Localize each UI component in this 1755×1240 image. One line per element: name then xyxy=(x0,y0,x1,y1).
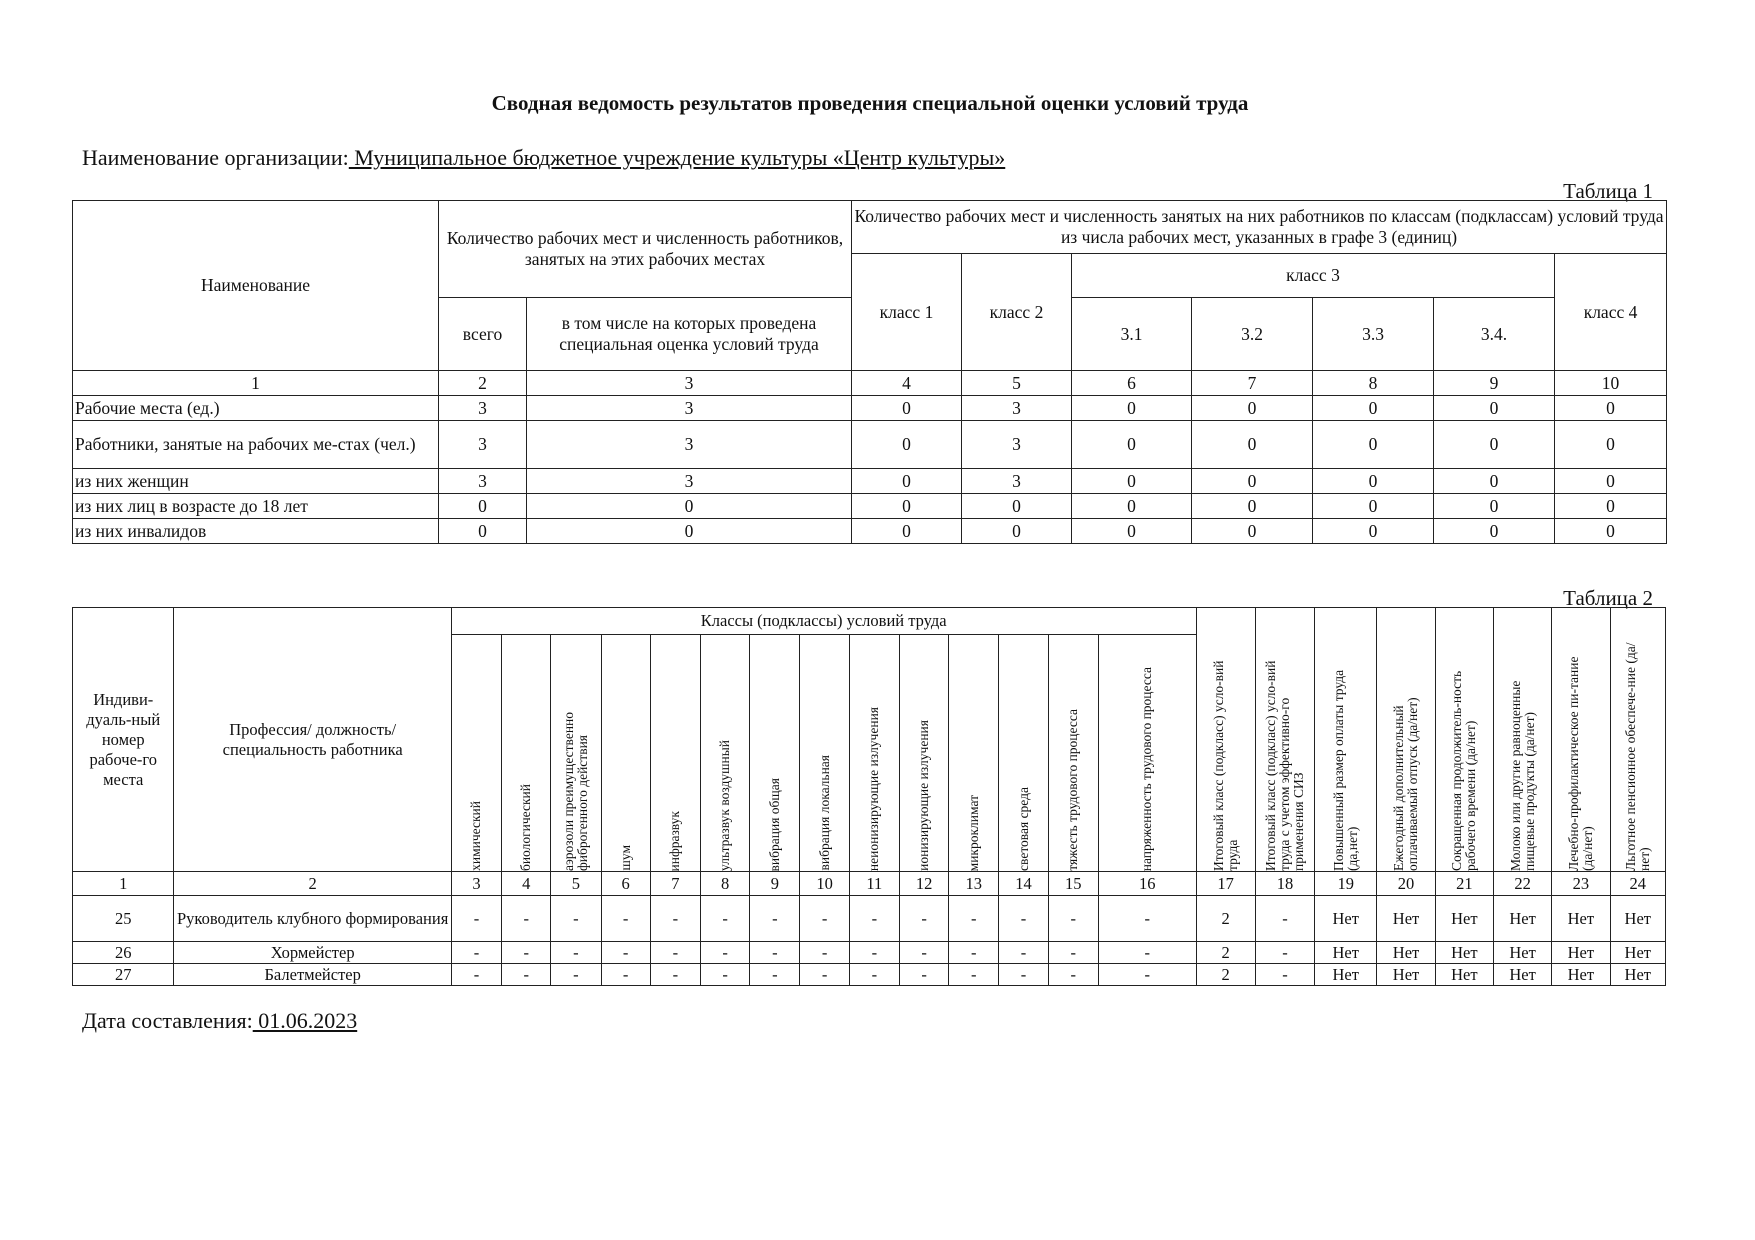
date-label: Дата составления: xyxy=(82,1008,253,1033)
table-cell: 2 xyxy=(1196,942,1255,964)
table-row xyxy=(73,494,1667,519)
table-cell: 3 xyxy=(439,469,527,494)
header-factor xyxy=(849,635,899,872)
header-extra-label: Повышенный размер оплаты труда (да,нет) xyxy=(1330,669,1360,871)
column-number: 10 xyxy=(800,872,849,896)
column-number: 11 xyxy=(849,872,899,896)
table-cell: 0 xyxy=(527,519,852,544)
table-cell: 0 xyxy=(1434,421,1555,469)
table-cell: 0 xyxy=(1072,519,1192,544)
table-cell: - xyxy=(849,896,899,942)
workplace-id: 25 xyxy=(73,896,174,942)
header-factor-label: неионизирующие излучения xyxy=(866,706,882,871)
table-cell: - xyxy=(502,896,551,942)
table-cell: 0 xyxy=(852,519,962,544)
table-cell: - xyxy=(502,964,551,986)
row-label: из них инвалидов xyxy=(73,519,439,544)
header-extra-label: Молоко или другие равноценные пищевые продукты (да/нет) xyxy=(1507,680,1537,871)
header-factor-label: биологический xyxy=(518,783,534,871)
table-cell: - xyxy=(551,942,601,964)
table-cell: - xyxy=(1098,964,1196,986)
table-cell: - xyxy=(1255,964,1314,986)
organization-label: Наименование организации: xyxy=(82,145,349,170)
table-cell: - xyxy=(1048,964,1098,986)
table-cell: 0 xyxy=(1192,396,1313,421)
row-label: из них женщин xyxy=(73,469,439,494)
table-cell: 0 xyxy=(1192,519,1313,544)
header-extra xyxy=(1493,608,1551,872)
table-cell: 0 xyxy=(1192,494,1313,519)
table-cell: - xyxy=(999,942,1048,964)
table-cell: 0 xyxy=(1313,396,1434,421)
column-number: 12 xyxy=(899,872,948,896)
header-factor xyxy=(650,635,700,872)
column-number: 2 xyxy=(174,872,451,896)
table-cell: 0 xyxy=(852,469,962,494)
table-cell: 0 xyxy=(1313,494,1434,519)
table1-caption: Таблица 1 xyxy=(1563,179,1653,203)
header-factor-label: микроклимат xyxy=(965,794,981,871)
summary-table xyxy=(72,200,1667,544)
table-cell: 0 xyxy=(1555,396,1667,421)
table-cell: 0 xyxy=(1434,519,1555,544)
header-extra-label: Итоговый класс (подкласс) усло-вий труда xyxy=(1210,659,1240,871)
table-cell: 0 xyxy=(1313,519,1434,544)
column-number-row xyxy=(73,371,1667,396)
table-cell: Нет xyxy=(1493,942,1551,964)
table-cell: 0 xyxy=(1072,396,1192,421)
table-cell: - xyxy=(502,942,551,964)
column-number: 9 xyxy=(1434,371,1555,396)
header-factor xyxy=(502,635,551,872)
table-row xyxy=(73,421,1667,469)
table-cell: - xyxy=(899,964,948,986)
table-cell: - xyxy=(650,896,700,942)
table-cell: 3 xyxy=(962,469,1072,494)
table-cell: Нет xyxy=(1435,964,1493,986)
table-cell: Нет xyxy=(1435,942,1493,964)
header-extra-label: Сокращенная продолжитель-ность рабочего времени (да/нет) xyxy=(1449,670,1479,871)
table-cell: 3 xyxy=(962,396,1072,421)
table-cell: Нет xyxy=(1552,942,1610,964)
column-number: 18 xyxy=(1255,872,1314,896)
table-cell: - xyxy=(1098,896,1196,942)
table-cell: Нет xyxy=(1315,964,1377,986)
table-cell: - xyxy=(899,942,948,964)
header-sub-3-4: 3.4. xyxy=(1434,298,1555,371)
table-cell: Нет xyxy=(1315,942,1377,964)
header-factor xyxy=(800,635,849,872)
table-cell: 0 xyxy=(1192,421,1313,469)
profession-name: Балетмейстер xyxy=(174,964,451,986)
table-cell: 0 xyxy=(1555,519,1667,544)
column-number: 7 xyxy=(1192,371,1313,396)
table-row xyxy=(73,896,1666,942)
date-value: 01.06.2023 xyxy=(252,1008,358,1033)
table-cell: - xyxy=(650,942,700,964)
column-number: 4 xyxy=(852,371,962,396)
table-cell: - xyxy=(601,896,650,942)
header-factor-label: ультразвук воздушный xyxy=(717,740,733,871)
table-cell: - xyxy=(551,964,601,986)
table-cell: Нет xyxy=(1610,942,1665,964)
table-row xyxy=(73,964,1666,986)
table-cell: 0 xyxy=(852,421,962,469)
table-cell: 0 xyxy=(439,519,527,544)
header-factor xyxy=(1048,635,1098,872)
header-class2: класс 2 xyxy=(962,254,1072,371)
header-factor xyxy=(551,635,601,872)
table-cell: - xyxy=(1048,942,1098,964)
header-factor-label: инфразвук xyxy=(667,810,683,871)
table-cell: - xyxy=(1048,896,1098,942)
header-classes: Количество рабочих мест и численность занятых на них работников по классам (подклассам) условий труда из числа рабочих мест, указанных в графе 3 (единиц) xyxy=(852,201,1667,254)
table-cell: 3 xyxy=(439,421,527,469)
header-factor xyxy=(701,635,750,872)
table-cell: Нет xyxy=(1377,942,1435,964)
column-number: 9 xyxy=(750,872,800,896)
document-title: Сводная ведомость результатов проведения специальной оценки условий труда xyxy=(491,91,1249,115)
table-cell: 3 xyxy=(527,396,852,421)
header-sub-3-2: 3.2 xyxy=(1192,298,1313,371)
table-cell: 0 xyxy=(1313,469,1434,494)
header-class4: класс 4 xyxy=(1555,254,1667,371)
table-cell: Нет xyxy=(1552,964,1610,986)
header-factor xyxy=(601,635,650,872)
column-number: 5 xyxy=(962,371,1072,396)
column-number: 20 xyxy=(1377,872,1435,896)
table-cell: - xyxy=(800,942,849,964)
table-row xyxy=(73,942,1666,964)
column-number: 19 xyxy=(1315,872,1377,896)
header-factor-label: ионизирующие излучения xyxy=(916,720,932,871)
row-label: из них лиц в возрасте до 18 лет xyxy=(73,494,439,519)
table-cell: Нет xyxy=(1493,964,1551,986)
row-label: Рабочие места (ед.) xyxy=(73,396,439,421)
table-cell: - xyxy=(849,964,899,986)
column-number: 1 xyxy=(73,371,439,396)
table-row xyxy=(73,469,1667,494)
header-factor xyxy=(899,635,948,872)
workplace-table xyxy=(72,607,1666,986)
header-factor xyxy=(949,635,999,872)
table-cell: 2 xyxy=(1196,896,1255,942)
table-cell: - xyxy=(750,942,800,964)
table-cell: 0 xyxy=(439,494,527,519)
header-extra xyxy=(1610,608,1665,872)
header-workplace-count: Количество рабочих мест и численность работников, занятых на этих рабочих местах xyxy=(439,201,852,298)
table-row xyxy=(73,396,1667,421)
column-number: 7 xyxy=(650,872,700,896)
table-cell: 0 xyxy=(1192,469,1313,494)
header-factor-label: вибрация общая xyxy=(766,777,782,871)
column-number: 21 xyxy=(1435,872,1493,896)
table-cell: - xyxy=(601,964,650,986)
header-factor-label: тяжесть трудового процесса xyxy=(1065,709,1081,871)
table-cell: - xyxy=(800,896,849,942)
table-cell: 0 xyxy=(1072,469,1192,494)
table-cell: - xyxy=(999,964,1048,986)
header-extra-label: Льготное пенсионное обеспече-ние (да/нет) xyxy=(1622,642,1652,871)
table-cell: 0 xyxy=(852,396,962,421)
table-cell: - xyxy=(701,942,750,964)
workplace-id: 26 xyxy=(73,942,174,964)
header-name: Наименование xyxy=(73,201,439,371)
table-cell: - xyxy=(650,964,700,986)
table-cell: - xyxy=(1255,942,1314,964)
header-extra xyxy=(1435,608,1493,872)
table-cell: - xyxy=(750,896,800,942)
table-cell: 3 xyxy=(962,421,1072,469)
table-cell: 0 xyxy=(1313,421,1434,469)
column-number: 17 xyxy=(1196,872,1255,896)
table-cell: - xyxy=(800,964,849,986)
table-cell: Нет xyxy=(1377,896,1435,942)
column-number: 3 xyxy=(527,371,852,396)
column-number: 8 xyxy=(1313,371,1434,396)
table-cell: 0 xyxy=(1434,396,1555,421)
header-class1: класс 1 xyxy=(852,254,962,371)
column-number: 1 xyxy=(73,872,174,896)
column-number: 23 xyxy=(1552,872,1610,896)
table-cell: - xyxy=(601,942,650,964)
column-number: 15 xyxy=(1048,872,1098,896)
header-extra xyxy=(1315,608,1377,872)
header-factor-label: шум xyxy=(617,845,633,871)
column-number: 6 xyxy=(1072,371,1192,396)
table-cell: 0 xyxy=(1072,494,1192,519)
header-working-conditions: Классы (подклассы) условий труда xyxy=(451,608,1196,635)
compilation-date-line xyxy=(82,1008,357,1034)
table-cell: 0 xyxy=(1555,494,1667,519)
header-extra-label: Ежегодный дополнительный оплачиваемый отпуск (да/нет) xyxy=(1391,696,1421,871)
column-number: 13 xyxy=(949,872,999,896)
table-cell: Нет xyxy=(1610,896,1665,942)
table-cell: - xyxy=(999,896,1048,942)
table-cell: Нет xyxy=(1435,896,1493,942)
column-number: 4 xyxy=(502,872,551,896)
row-label: Работники, занятые на рабочих ме-стах (чел.) xyxy=(73,421,439,469)
table-cell: 3 xyxy=(527,469,852,494)
column-number-row xyxy=(73,872,1666,896)
column-number: 8 xyxy=(701,872,750,896)
header-extra-label: Итоговый класс (подкласс) усло-вий труда с учетом эффективно-го применения СИЗ xyxy=(1262,659,1306,871)
table-cell: - xyxy=(849,942,899,964)
header-sub-3-3: 3.3 xyxy=(1313,298,1434,371)
header-extra xyxy=(1377,608,1435,872)
organization-name: Муниципальное бюджетное учреждение культуры «Центр культуры» xyxy=(348,145,1006,170)
column-number: 5 xyxy=(551,872,601,896)
header-extra-label: Лечебно-профилактическое пи-тание (да/нет) xyxy=(1565,656,1595,871)
header-factor-label: химический xyxy=(468,801,484,871)
table-cell: Нет xyxy=(1610,964,1665,986)
table-cell: 0 xyxy=(962,494,1072,519)
column-number: 3 xyxy=(451,872,501,896)
header-factor xyxy=(999,635,1048,872)
table-cell: 0 xyxy=(1555,421,1667,469)
table-cell: - xyxy=(451,964,501,986)
header-factor xyxy=(750,635,800,872)
table-cell: - xyxy=(949,896,999,942)
table-cell: - xyxy=(750,964,800,986)
header-factor xyxy=(451,635,501,872)
table-cell: 0 xyxy=(527,494,852,519)
table-cell: - xyxy=(949,964,999,986)
profession-name: Руководитель клубного формирования xyxy=(174,896,451,942)
column-number: 24 xyxy=(1610,872,1665,896)
header-factor xyxy=(1098,635,1196,872)
table-cell: - xyxy=(1098,942,1196,964)
table-cell: 0 xyxy=(1434,469,1555,494)
table-cell: - xyxy=(701,964,750,986)
table-cell: Нет xyxy=(1315,896,1377,942)
table-cell: 3 xyxy=(527,421,852,469)
table-cell: 2 xyxy=(1196,964,1255,986)
header-extra xyxy=(1552,608,1610,872)
header-sub-3-1: 3.1 xyxy=(1072,298,1192,371)
header-profession: Профессия/ должность/ специальность работника xyxy=(174,608,451,872)
header-class3: класс 3 xyxy=(1072,254,1555,298)
header-factor-label: напряженность трудового процесса xyxy=(1139,666,1155,871)
header-factor-label: аэрозоли преимущественно фиброгенного действия xyxy=(560,711,590,871)
table-cell: 0 xyxy=(962,519,1072,544)
profession-name: Хормейстер xyxy=(174,942,451,964)
table-cell: 3 xyxy=(439,396,527,421)
table-cell: - xyxy=(1255,896,1314,942)
column-number: 10 xyxy=(1555,371,1667,396)
table-cell: - xyxy=(949,942,999,964)
table-row xyxy=(73,519,1667,544)
column-number: 2 xyxy=(439,371,527,396)
header-factor-label: вибрация локальная xyxy=(816,755,832,871)
table-cell: 0 xyxy=(852,494,962,519)
table-cell: 0 xyxy=(1072,421,1192,469)
table-cell: - xyxy=(899,896,948,942)
workplace-id: 27 xyxy=(73,964,174,986)
column-number: 16 xyxy=(1098,872,1196,896)
table-cell: Нет xyxy=(1377,964,1435,986)
table-cell: Нет xyxy=(1493,896,1551,942)
header-total: всего xyxy=(439,298,527,371)
table-cell: Нет xyxy=(1552,896,1610,942)
table-cell: - xyxy=(451,896,501,942)
column-number: 14 xyxy=(999,872,1048,896)
table-cell: - xyxy=(551,896,601,942)
organization-line xyxy=(82,145,1005,171)
table-cell: 0 xyxy=(1555,469,1667,494)
header-factor-label: световая среда xyxy=(1015,787,1031,871)
column-number: 6 xyxy=(601,872,650,896)
table-cell: - xyxy=(701,896,750,942)
table-cell: - xyxy=(451,942,501,964)
table-cell: 0 xyxy=(1434,494,1555,519)
header-workplace-id: Индиви-дуаль-ный номер рабоче-го места xyxy=(73,608,174,872)
header-assessed: в том числе на которых проведена специальная оценка условий труда xyxy=(527,298,852,371)
header-extra xyxy=(1255,608,1314,872)
header-extra xyxy=(1196,608,1255,872)
table2-caption: Таблица 2 xyxy=(1563,586,1653,610)
column-number: 22 xyxy=(1493,872,1551,896)
